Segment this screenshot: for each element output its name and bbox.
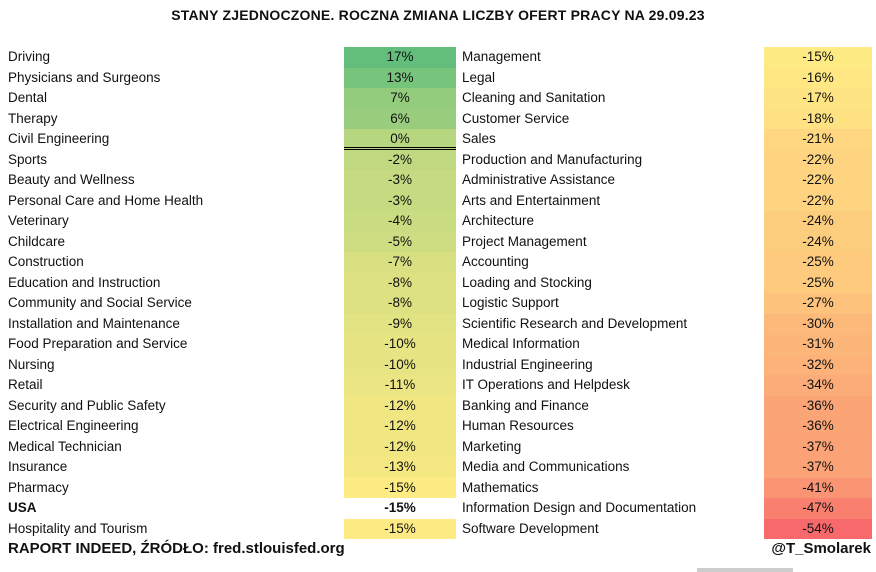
value-cell: -30% (764, 314, 872, 335)
category-label: Sports (8, 151, 48, 167)
value-cell: -8% (344, 273, 456, 294)
value-cell: -12% (344, 437, 456, 458)
category-label: Sales (462, 131, 496, 146)
category-label: Media and Communications (462, 459, 630, 474)
value-cell: -25% (764, 273, 872, 294)
category-label: Civil Engineering (8, 131, 110, 146)
category-label: Medical Information (462, 336, 580, 351)
category-label: Architecture (462, 213, 535, 228)
category-label: Information Design and Documentation (462, 500, 697, 515)
heatmap-column-right (462, 47, 872, 539)
author-handle: @T_Smolarek (771, 540, 871, 557)
value-cell: -17% (764, 88, 872, 109)
category-label: Industrial Engineering (462, 356, 593, 372)
value-cell: -34% (764, 375, 872, 396)
value-cell: -32% (764, 355, 872, 376)
category-label: Mathematics (462, 479, 539, 495)
value-cell: -24% (764, 232, 872, 253)
value-cell: -37% (764, 457, 872, 478)
category-label: Community and Social Service (8, 295, 192, 310)
heatmap-column-left (8, 47, 456, 539)
category-label: Physicians and Surgeons (8, 69, 161, 85)
category-label: Administrative Assistance (462, 172, 616, 187)
value-cell: -3% (344, 191, 456, 212)
category-label: Human Resources (462, 418, 574, 433)
category-label: Logistic Support (462, 295, 559, 310)
value-cell: -8% (344, 293, 456, 314)
category-label: Security and Public Safety (8, 397, 166, 413)
value-cell: -25% (764, 252, 872, 273)
category-label: Dental (8, 90, 48, 105)
value-cell: -15% (344, 478, 456, 499)
value-cell: -13% (344, 457, 456, 478)
value-cell: -36% (764, 416, 872, 437)
category-label: Electrical Engineering (8, 418, 139, 433)
category-label: Management (462, 49, 541, 64)
category-label: Hospitality and Tourism (8, 520, 148, 536)
value-cell: 7% (344, 88, 456, 109)
category-label: Software Development (462, 520, 599, 536)
value-cell: 0% (344, 129, 456, 150)
category-label: Education and Instruction (8, 274, 161, 290)
value-cell: -4% (344, 211, 456, 232)
value-cell: -22% (764, 170, 872, 191)
page-title: STANY ZJEDNOCZONE. ROCZNA ZMIANA LICZBY OFERT PRACY NA 29.09.23 (171, 7, 705, 23)
value-cell: -5% (344, 232, 456, 253)
value-cell: -37% (764, 437, 872, 458)
category-label: Production and Manufacturing (462, 151, 643, 167)
category-label: Construction (8, 254, 84, 269)
category-label: Personal Care and Home Health (8, 192, 204, 208)
value-cell: -27% (764, 293, 872, 314)
category-label: Installation and Maintenance (8, 315, 180, 331)
value-cell: -12% (344, 416, 456, 437)
category-label: Loading and Stocking (462, 274, 592, 290)
category-label: Accounting (462, 254, 529, 269)
category-label: USA (8, 500, 37, 515)
category-label: Arts and Entertainment (462, 192, 601, 208)
value-cell: 13% (344, 68, 456, 89)
value-cell: -2% (344, 150, 456, 171)
value-cell: -21% (764, 129, 872, 150)
category-label: Medical Technician (8, 438, 122, 454)
value-cell: -10% (344, 334, 456, 355)
value-cell: -18% (764, 109, 872, 130)
value-cell: -36% (764, 396, 872, 417)
value-cell: -22% (764, 191, 872, 212)
value-cell: -10% (344, 355, 456, 376)
value-cell: -41% (764, 478, 872, 499)
value-cell: -22% (764, 150, 872, 171)
value-cell: -15% (344, 519, 456, 540)
value-cell: -3% (344, 170, 456, 191)
footer (8, 540, 871, 558)
value-cell: -16% (764, 68, 872, 89)
value-cell: -31% (764, 334, 872, 355)
category-label: Banking and Finance (462, 397, 589, 413)
category-label: Scientific Research and Development (462, 315, 688, 331)
category-label: Nursing (8, 356, 55, 372)
value-cell: 17% (344, 47, 456, 68)
scrollbar-thumb[interactable] (697, 568, 793, 572)
value-cell: 6% (344, 109, 456, 130)
category-label: Legal (462, 69, 496, 85)
value-cell: -12% (344, 396, 456, 417)
category-label: Cleaning and Sanitation (462, 90, 606, 105)
category-label: Pharmacy (8, 479, 69, 495)
value-cell: -11% (344, 375, 456, 396)
value-cell: -9% (344, 314, 456, 335)
category-label: Childcare (8, 233, 66, 249)
category-label: Therapy (8, 110, 58, 126)
value-cell: -24% (764, 211, 872, 232)
category-label: Marketing (462, 438, 522, 454)
category-label: Food Preparation and Service (8, 336, 188, 351)
value-cell: -47% (764, 498, 872, 519)
category-label: Beauty and Wellness (8, 172, 135, 187)
value-cell: -54% (764, 519, 872, 540)
category-label: Retail (8, 377, 43, 392)
value-cell: -15% (384, 500, 416, 515)
category-label: Driving (8, 49, 51, 64)
category-label: Project Management (462, 233, 587, 249)
category-label: Customer Service (462, 110, 570, 126)
source-credit: RAPORT INDEED, ŹRÓDŁO: fred.stlouisfed.org (8, 540, 345, 557)
category-label: IT Operations and Helpdesk (462, 377, 630, 392)
value-cell: -7% (344, 252, 456, 273)
category-label: Insurance (8, 459, 68, 474)
value-cell: -15% (764, 47, 872, 68)
category-label: Veterinary (8, 213, 69, 228)
